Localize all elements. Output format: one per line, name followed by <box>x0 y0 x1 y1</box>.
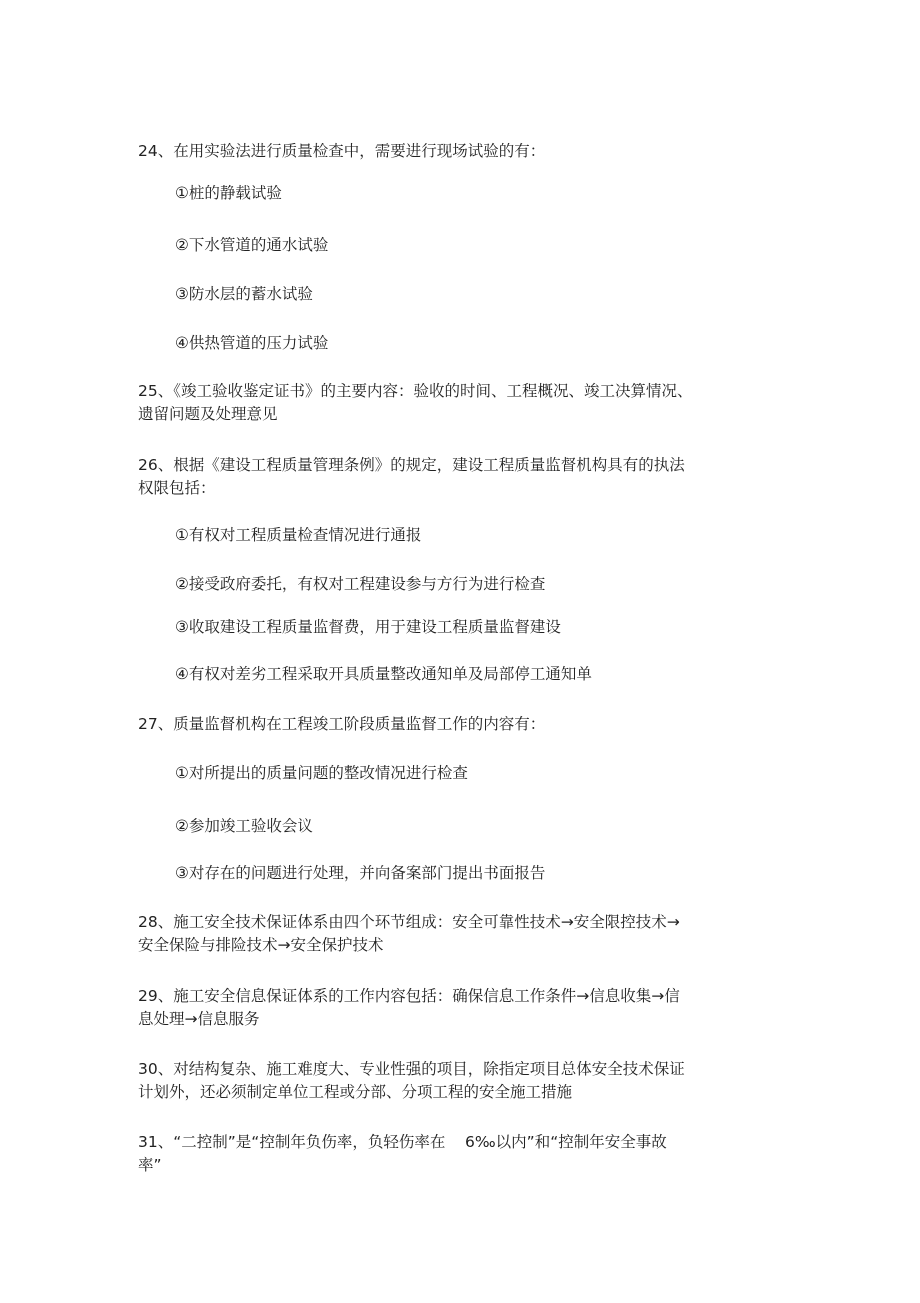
question-24-option-3: ③防水层的蓄水试验 <box>175 285 313 303</box>
question-27-option-1: ①对所提出的质量问题的整改情况进行检查 <box>175 764 468 782</box>
question-26-line-2: 权限包括： <box>138 479 216 497</box>
question-30-line-2: 计划外，还必须制定单位工程或分部、分项工程的安全施工措施 <box>138 1083 573 1101</box>
question-27-line-1: 27、质量监督机构在工程竣工阶段质量监督工作的内容有： <box>138 715 546 733</box>
question-24-option-2: ②下水管道的通水试验 <box>175 236 329 254</box>
question-26-option-1: ①有权对工程质量检查情况进行通报 <box>175 526 422 544</box>
question-31-line-1: 31、“二控制”是“控制年负伤率，负轻伤率在 6‰以内”和“控制年安全事故 <box>138 1133 667 1151</box>
question-29-line-2: 息处理→信息服务 <box>138 1010 260 1028</box>
question-29-line-1: 29、施工安全信息保证体系的工作内容包括：确保信息工作条件→信息收集→信 <box>138 987 680 1005</box>
question-28-line-2: 安全保险与排险技术→安全保护技术 <box>138 936 384 954</box>
question-24-option-1: ①桩的静载试验 <box>175 184 282 202</box>
question-26-option-4: ④有权对差劣工程采取开具质量整改通知单及局部停工通知单 <box>175 665 592 683</box>
question-24-line-1: 24、在用实验法进行质量检查中，需要进行现场试验的有： <box>138 142 546 160</box>
question-26-option-2: ②接受政府委托，有权对工程建设参与方行为进行检查 <box>175 575 546 593</box>
question-27-option-3: ③对存在的问题进行处理，并向备案部门提出书面报告 <box>175 864 546 882</box>
question-27-option-2: ②参加竣工验收会议 <box>175 817 313 835</box>
question-24-option-4: ④供热管道的压力试验 <box>175 334 329 352</box>
question-26-line-1: 26、根据《建设工程质量管理条例》的规定，建设工程质量监督机构具有的执法 <box>138 456 685 474</box>
question-25-line-2: 遗留问题及处理意见 <box>138 405 278 423</box>
question-31-line-2: 率” <box>138 1156 162 1174</box>
question-26-option-3: ③收取建设工程质量监督费，用于建设工程质量监督建设 <box>175 618 561 636</box>
question-30-line-1: 30、对结构复杂、施工难度大、专业性强的项目，除指定项目总体安全技术保证 <box>138 1060 685 1078</box>
question-28-line-1: 28、施工安全技术保证体系由四个环节组成：安全可靠性技术→安全限控技术→ <box>138 913 680 931</box>
question-25-line-1: 25、《竣工验收鉴定证书》的主要内容：验收的时间、工程概况、竣工决算情况、 <box>138 382 693 400</box>
